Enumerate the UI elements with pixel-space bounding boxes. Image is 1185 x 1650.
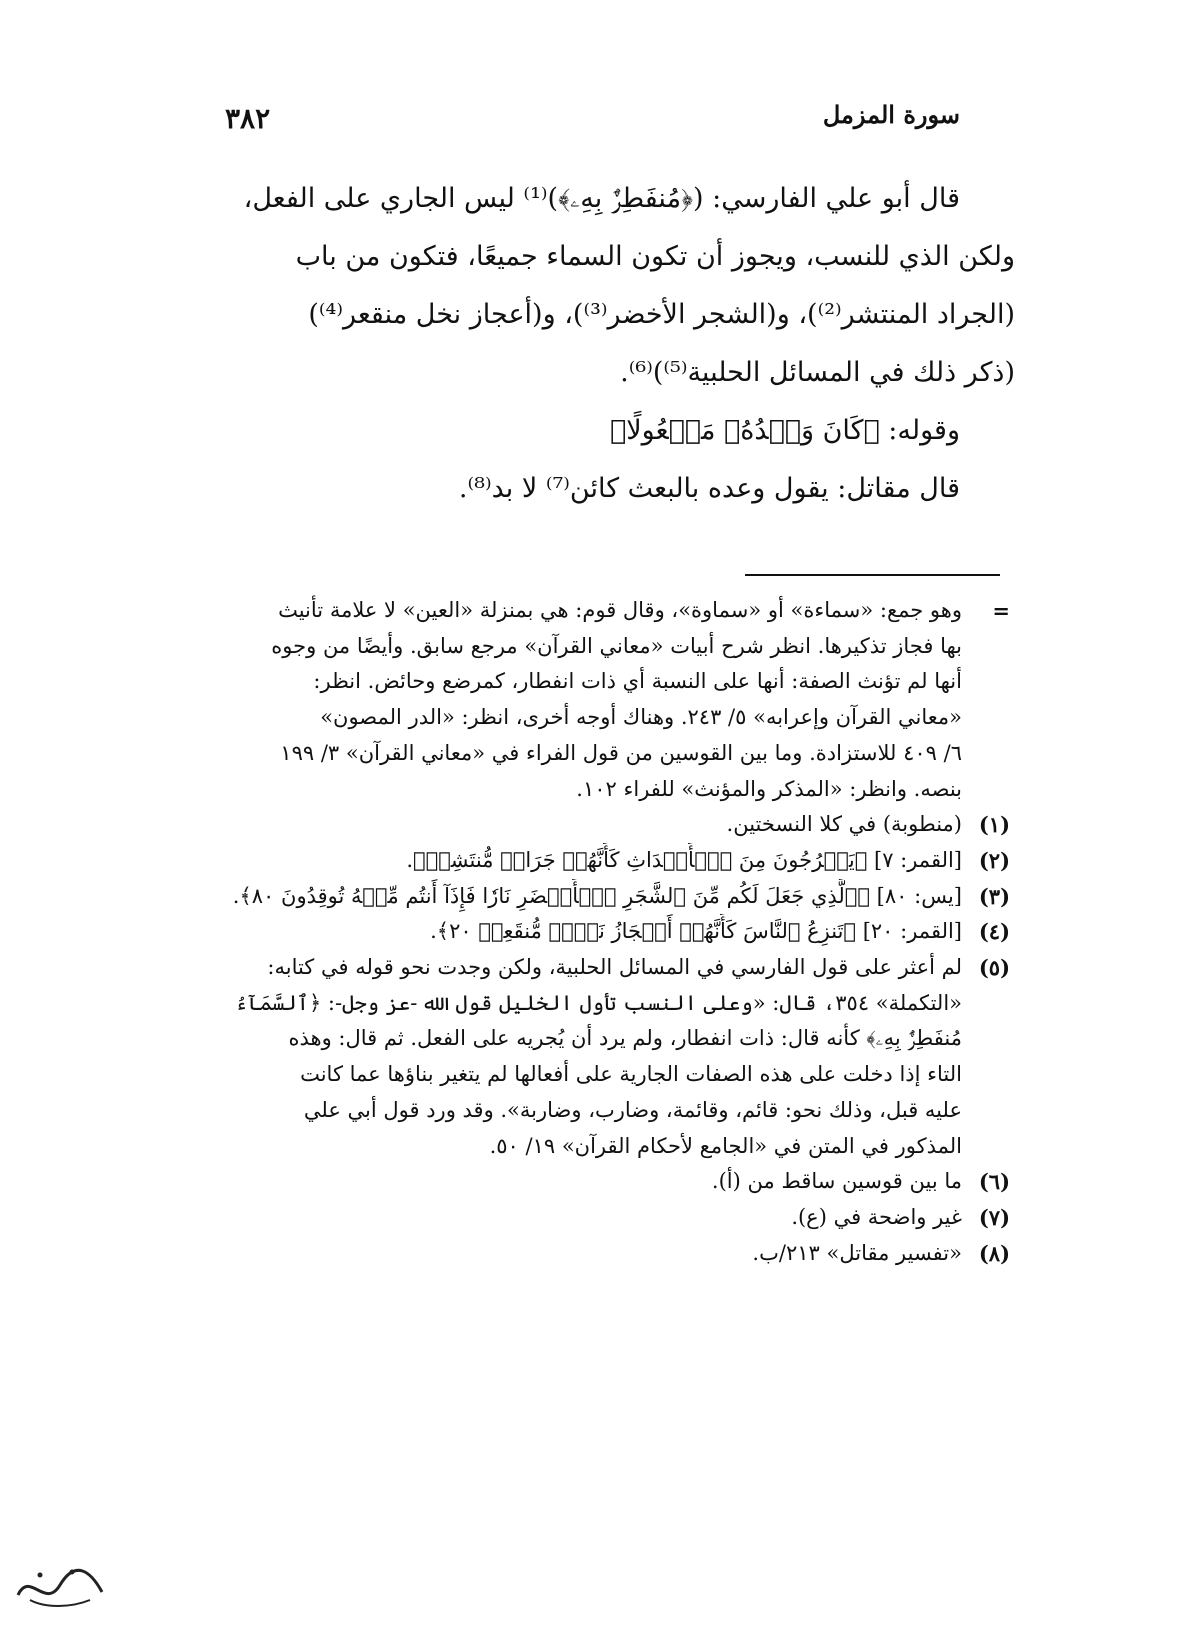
footnote-line: بها فجاز تذكيرها. انظر شرح أبيات «معاني القرآن» مرجع سابق. وأيضًا من وجوه bbox=[271, 633, 962, 658]
footnote-8 bbox=[130, 1236, 1010, 1272]
surah-title: سورة المزمل bbox=[822, 100, 960, 129]
footnote-continued bbox=[130, 593, 1010, 807]
footnote-line: أنها لم تؤنث الصفة: أنها على النسبة أي ذات انفطار، كمرضع وحائض. انظر: bbox=[313, 669, 962, 694]
footnote-line: غير واضحة في (ع). bbox=[791, 1204, 962, 1229]
text-line: قال مقاتل: يقول وعده بالبعث كائن⁽⁷⁾ لا بد⁽⁸⁾. bbox=[458, 473, 960, 504]
footnote-separator bbox=[745, 574, 1000, 576]
text-line: ولكن الذي للنسب، ويجوز أن تكون السماء جميعًا، فتكون من باب bbox=[295, 241, 1015, 272]
main-text bbox=[120, 170, 1015, 518]
footnote-line: «معاني القرآن وإعرابه» ٥/ ٢٤٣. وهناك أوجه أخرى، انظر: «الدر المصون» bbox=[320, 705, 962, 730]
footnote-number: (٢) bbox=[978, 847, 1010, 873]
page-number: ٣٨٢ bbox=[225, 102, 271, 135]
footnote-line: لم أعثر على قول الفارسي في المسائل الحلبية، ولكن وجدت نحو قوله في كتابه: bbox=[267, 955, 962, 980]
footnote-number: (٥) bbox=[978, 955, 1010, 981]
footnote-line: مُنفَطِرٌۢ بِهِۦ﴾ كأنه قال: ذات انفطار، ولم يرد أن يُجريه على الفعل. ثم قال: وهذه bbox=[288, 1026, 962, 1051]
text-line: (ذكر ذلك في المسائل الحلبية⁽⁵⁾)⁽⁶⁾. bbox=[620, 357, 1015, 388]
footnote-line: ٦/ ٤٠٩ للاستزادة. وما بين القوسين من قول الفراء في «معاني القرآن» ٣/ ١٩٩ bbox=[280, 740, 962, 765]
footnote-line: المذكور في المتن في «الجامع لأحكام القرآن» ١٩/ ٥٠. bbox=[489, 1133, 962, 1158]
footnote-line: عليه قبل، وذلك نحو: قائم، وقائمة، وضارب، وضاربة». وقد ورد قول أبي علي bbox=[303, 1097, 962, 1122]
footnote-4 bbox=[130, 914, 1010, 950]
footnote-line: وهو جمع: «سماءة» أو «سماوة»، وقال قوم: هي بمنزلة «العين» لا علامة تأنيث bbox=[278, 598, 962, 622]
footnote-2 bbox=[130, 843, 1010, 879]
footnote-line: ما بين قوسين ساقط من (أ). bbox=[711, 1169, 962, 1194]
text-line: قال أبو علي الفارسي: (﴿مُنفَطِرٌۢ بِهِۦ﴾)⁽¹⁾ ليس الجاري على الفعل، bbox=[243, 183, 960, 214]
footnote-number: (٦) bbox=[978, 1169, 1010, 1195]
publisher-logo bbox=[10, 1550, 110, 1620]
footnote-5 bbox=[130, 950, 1010, 1164]
footnote-1 bbox=[130, 807, 1010, 843]
footnote-line: (منطوبة) في كلا النسختين. bbox=[726, 812, 962, 837]
footnotes bbox=[130, 593, 1010, 1271]
footnote-line: التاء إذا دخلت على هذه الصفات الجارية على أفعالها لم يتغير بناؤها عما كانت bbox=[300, 1062, 962, 1087]
text-line: وقوله: ﴿كَانَ وَعۡدُهُۥ مَفۡعُولًا﴾ bbox=[610, 415, 960, 446]
footnote-number: (٤) bbox=[978, 919, 1010, 945]
text-line: (الجراد المنتشر⁽²⁾)، و(الشجر الأخضر⁽³⁾)، و(أعجاز نخل منقعر⁽⁴⁾) bbox=[308, 299, 1015, 330]
footnote-line: [القمر: ٧] ﴿يَخۡرُجُونَ مِنَ ٱلۡأَجۡدَاثِ كَأَنَّهُمۡ جَرَادٞ مُّنتَشِرٞ﴾. bbox=[406, 847, 962, 872]
footnote-number: (٧) bbox=[978, 1204, 1010, 1230]
footnote-number: (٣) bbox=[978, 883, 1010, 909]
page-header bbox=[225, 100, 960, 150]
footnote-6 bbox=[130, 1164, 1010, 1200]
footnote-number: (٨) bbox=[978, 1240, 1010, 1266]
footnote-3 bbox=[130, 879, 1010, 915]
footnote-number: (١) bbox=[978, 812, 1010, 838]
footnote-line: «التكملة» ٣٥٤، قال: «وعلى النسب تأول الخليل قول الله -عز وجل-: ﴿ٱلسَّمَآءُ bbox=[235, 990, 962, 1015]
footnote-line: [القمر: ٢٠] ﴿تَنزِعُ ٱلنَّاسَ كَأَنَّهُمۡ أَعۡجَازُ نَخۡلٖ مُّنقَعِرٖ ٢٠﴾. bbox=[430, 919, 962, 944]
footnote-line: بنصه. وانظر: «المذكر والمؤنث» للفراء ١٠٢. bbox=[576, 776, 962, 801]
footnote-marker: = bbox=[992, 598, 1010, 623]
footnote-line: «تفسير مقاتل» ٢١٣/ب. bbox=[752, 1240, 962, 1265]
footnote-7 bbox=[130, 1200, 1010, 1236]
footnote-line: [يس: ٨٠] ﴿ٱلَّذِي جَعَلَ لَكُم مِّنَ ٱلشَّجَرِ ٱلۡأَخۡضَرِ نَارٗا فَإِذَآ أَنتُم مِّنۡهُ تُوقِدُونَ ٨٠﴾. bbox=[232, 883, 962, 908]
